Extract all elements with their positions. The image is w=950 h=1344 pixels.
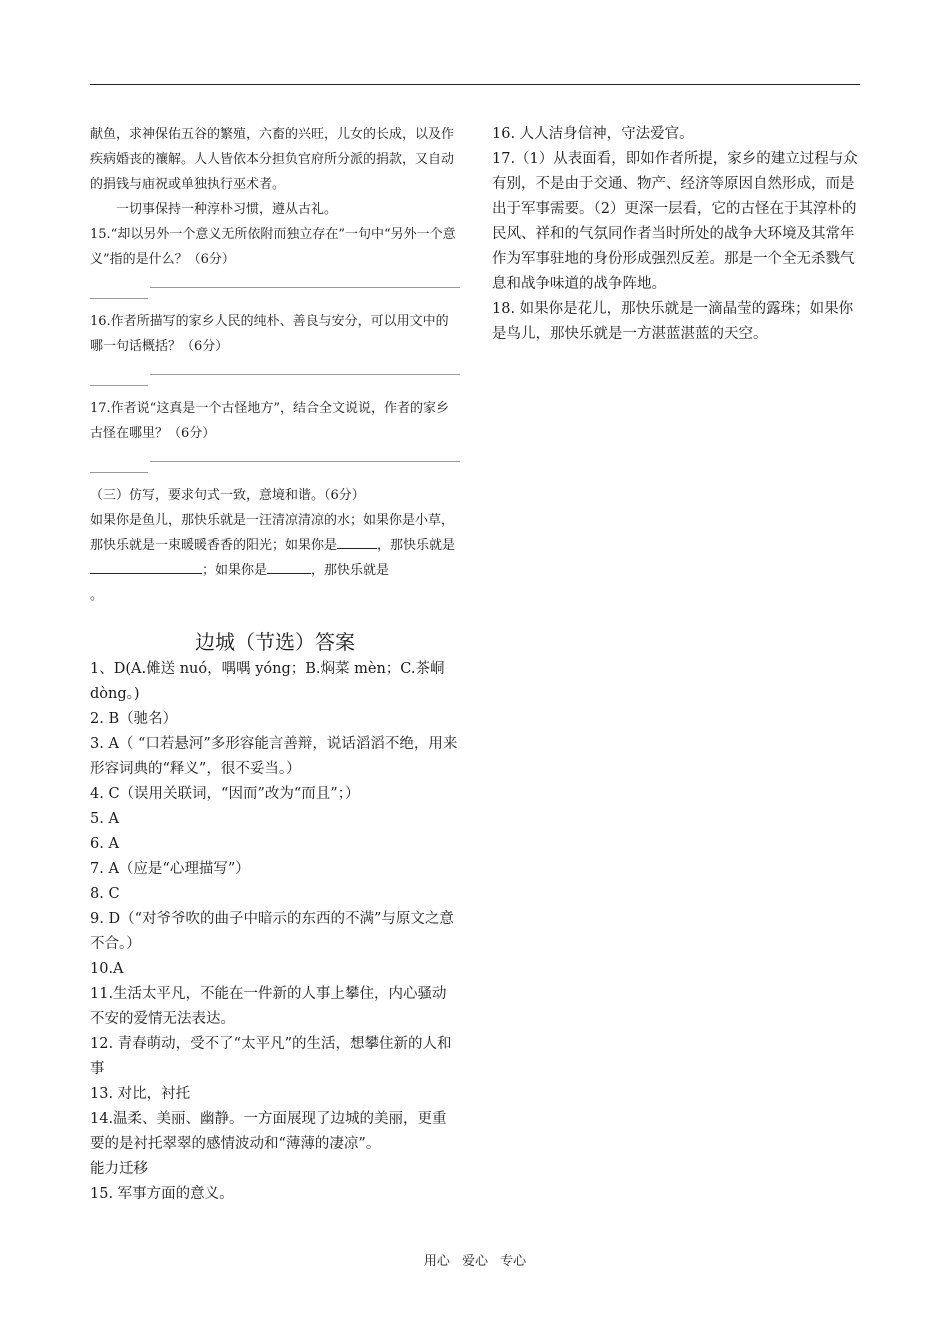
question-16: 16.作者所描写的家乡人民的纯朴、善良与安分，可以用文中的哪一句话概括？（6分） <box>90 314 449 354</box>
answer-item: 11.生活太平凡，不能在一件新的人事上攀住，内心骚动不安的爱情无法表达。 <box>90 986 447 1027</box>
fill-blank[interactable] <box>90 559 202 574</box>
answer-line-tail <box>90 375 148 386</box>
question-15: 15.“却以另外一个意义无所依附而独立存在”一句中“另外一个意义”指的是什么？（6分） <box>90 227 456 267</box>
answer-line-tail <box>90 288 148 299</box>
imitation-exercise <box>90 508 460 608</box>
answer-item: 9. D（“对爷爷吹的曲子中暗示的东西的不满”与原文之意不合。） <box>90 911 454 952</box>
answer-item: 1、D(A.傩送 nuó，喁喁 yóng；B.焖菜 mèn；C.茶峒 dòng。) <box>90 661 445 702</box>
left-column <box>90 122 460 1207</box>
answer-item: 14.温柔、美丽、幽静。一方面展现了边城的美丽，更重要的是衬托翠翠的感情波动和“薄薄的凄凉”。 <box>90 1111 447 1152</box>
answer-item: 16. 人人洁身信神，守法爱官。 <box>492 126 694 142</box>
header-rule <box>90 84 860 85</box>
answer-line <box>150 446 460 462</box>
answer-item: 7. A（应是“心理描写”） <box>90 861 250 877</box>
answer-key-title: 边城（节选）答案 <box>195 630 355 654</box>
page-footer: 用心 爱心 专心 <box>423 1254 527 1269</box>
answer-item: 12. 青春萌动，受不了“太平凡”的生活，想攀住新的人和事 <box>90 1036 452 1077</box>
section-3-title: （三）仿写，要求句式一致，意境和谐。（6分） <box>90 488 365 503</box>
answer-line <box>150 272 460 288</box>
answer-item: 15. 军事方面的意义。 <box>90 1186 234 1202</box>
answer-item: 10.A <box>90 961 124 977</box>
answer-list <box>90 657 460 1207</box>
answer-item: 4. C（误用关联词，“因而”改为“而且”；） <box>90 786 360 802</box>
answer-item: 3. A（ “口若悬河”多形容能言善辩，说话滔滔不绝，用来形容词典的“释义”，很不妥当。） <box>90 736 458 777</box>
question-17: 17.作者说“这真是一个古怪地方”，结合全文说说，作者的家乡古怪在哪里？（6分） <box>90 401 449 441</box>
fill-blank[interactable] <box>267 559 311 574</box>
answer-line-tail <box>90 462 148 473</box>
imitation-text: 。 <box>90 588 104 603</box>
imitation-text: ，那快乐就是 <box>311 563 390 578</box>
imitation-text: 如果你是鱼儿，那快乐就是一汪清凉清凉的水；如果你是小草，那快乐就是一束暖暖香香的阳光；如果你是 <box>90 513 455 553</box>
answer-item: 13. 对比，衬托 <box>90 1086 191 1102</box>
section-heading: 能力迁移 <box>90 1161 148 1177</box>
fill-blank[interactable] <box>337 534 377 549</box>
answer-item: 18. 如果你是花儿，那快乐就是一滴晶莹的露珠；如果你是鸟儿，那快乐就是一方湛蓝湛蓝的天空。 <box>492 301 854 342</box>
imitation-text: ；如果你是 <box>202 563 268 578</box>
passage-paragraph: 献鱼，求神保佑五谷的繁殖，六畜的兴旺，儿女的长成，以及作疾病婚丧的禳解。人人皆依本分担负官府所分派的捐款，又自动的捐钱与庙祝或单独执行巫术者。 <box>90 127 455 192</box>
answer-item: 8. C <box>90 886 120 902</box>
right-column <box>492 122 860 347</box>
answer-item: 5. A <box>90 811 119 827</box>
answer-item: 2. B（驰名） <box>90 711 178 727</box>
passage-paragraph: 一切事保持一种淳朴习惯，遵从古礼。 <box>116 202 338 217</box>
imitation-text: ，那快乐就是 <box>377 538 456 553</box>
answer-item: 6. A <box>90 836 119 852</box>
answer-line <box>150 359 460 375</box>
answer-item: 17.（1）从表面看，即如作者所提，家乡的建立过程与众有别，不是由于交通、物产、经济等原因自然形成，而是出于军事需要。（2）更深一层看，它的古怪在于其淳朴的民风、祥和的气氛同作者当时所处的战争大环境及其常年作为军事驻地的身份形成强烈反差。那是一个全无杀戮气息和战争味道的战争阵地。 <box>492 151 858 292</box>
